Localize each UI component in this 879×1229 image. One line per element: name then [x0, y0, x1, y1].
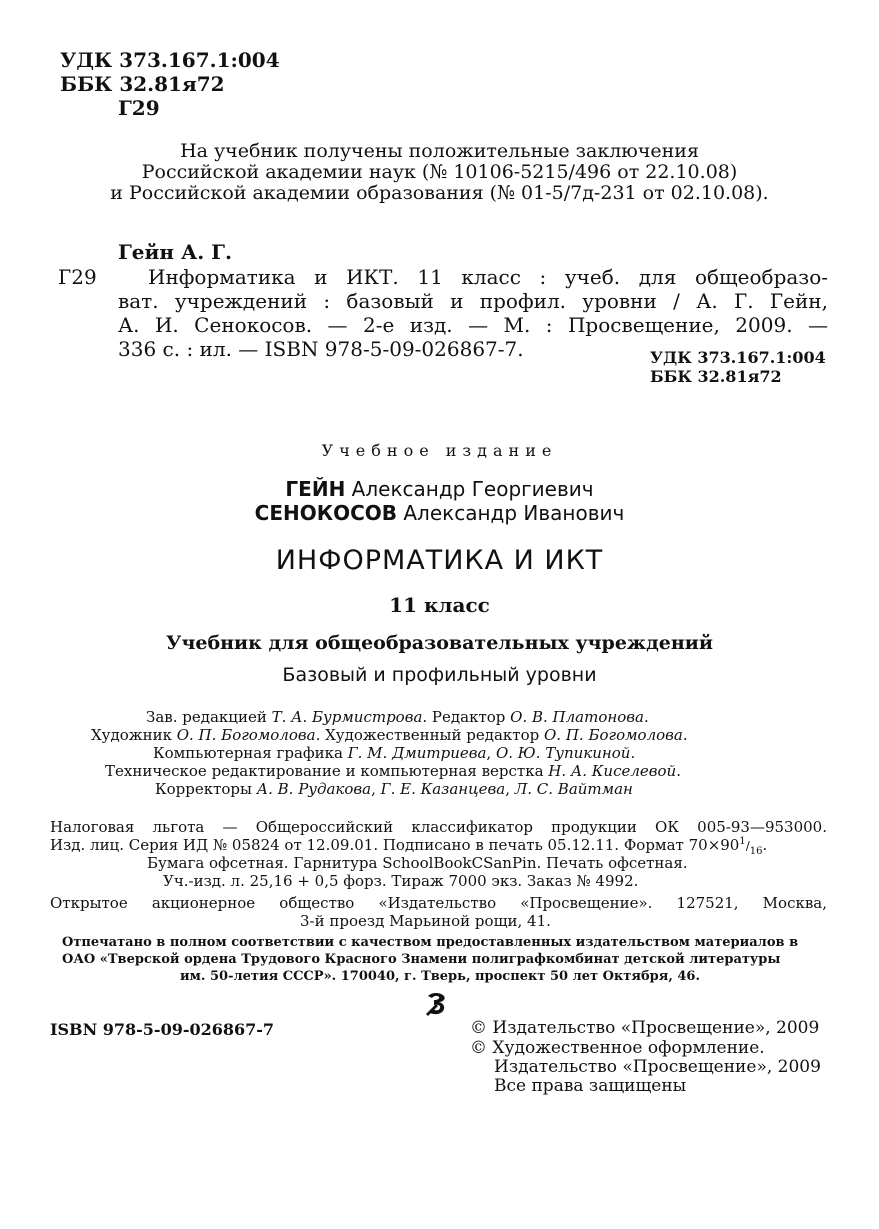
- staff-punct: .: [643, 708, 649, 726]
- staff-person: Н. А. Киселевой: [548, 762, 677, 780]
- copyright-line-4: Все права защищены: [494, 1076, 687, 1096]
- author-mark: Г29: [118, 96, 160, 120]
- catalog-mark: Г29: [58, 265, 97, 289]
- staff-line-2: [91, 726, 688, 744]
- tech-line-4: Уч.-изд. л. 25,16 + 0,5 форз. Тираж 7000 экз. Заказ № 4992.: [163, 872, 639, 890]
- bbk-code: ББК 32.81я72: [60, 72, 225, 96]
- staff-role: ,: [486, 744, 496, 762]
- catalog-author-heading: Гейн А. Г.: [118, 240, 232, 264]
- format-punct: .: [762, 836, 768, 854]
- catalog-line-4: 336 с. : ил. — ISBN 978-5-09-026867-7.: [118, 337, 524, 361]
- staff-role: . Редактор: [422, 708, 511, 726]
- staff-person: О. Ю. Тупикиной: [495, 744, 631, 762]
- author-1-name: Александр Георгиевич: [351, 477, 594, 501]
- author-1: [0, 477, 879, 501]
- tech-line-3: Бумага офсетная. Гарнитура SchoolBookCSanPin. Печать офсетная.: [147, 854, 688, 872]
- copyright-line-1: © Издательство «Просвещение», 2009: [470, 1018, 820, 1038]
- staff-person: А. В. Рудакова: [256, 780, 372, 798]
- staff-person: Г. Е. Казанцева: [380, 780, 506, 798]
- edition-type: Учебное издание: [321, 441, 558, 460]
- staff-punct: ,: [505, 780, 515, 798]
- staff-role: . Художественный редактор: [315, 726, 544, 744]
- staff-line-4: [105, 762, 681, 780]
- copyright-line-3: Издательство «Просвещение», 2009: [494, 1057, 821, 1077]
- catalog-line-2: ват. учреждений : базовый и профил. уровни / А. Г. Гейн,: [118, 289, 828, 313]
- staff-person: Л. С. Вайтман: [514, 780, 633, 798]
- copyright-line-2: © Художественное оформление.: [470, 1038, 765, 1058]
- staff-punct: .: [676, 762, 681, 780]
- isbn: ISBN 978-5-09-026867-7: [50, 1020, 275, 1039]
- staff-person: Г. М. Дмитриева: [347, 744, 487, 762]
- printer-line-3: им. 50-летия СССР». 170040, г. Тверь, проспект 50 лет Октября, 46.: [180, 969, 700, 984]
- author-2: [0, 501, 879, 525]
- udk-code: УДК 373.167.1:004: [60, 48, 280, 72]
- printer-line-1: Отпечатано в полном соответствии с качеством предоставленных издательством материалов в: [62, 935, 799, 950]
- grade: 11 класс: [389, 593, 490, 617]
- publisher-line-2: 3-й проезд Марьиной рощи, 41.: [300, 912, 551, 930]
- tech-line-1: Налоговая льгота — Общероссийский классификатор продукции ОК 005-93—953000.: [50, 818, 827, 836]
- catalog-line-1: Информатика и ИКТ. 11 класс : учеб. для общеобразо-: [148, 265, 828, 289]
- staff-punct: .: [630, 744, 636, 762]
- staff-punct: .: [682, 726, 688, 744]
- staff-role: Зав. редакцией: [146, 708, 272, 726]
- staff-role: Корректоры: [155, 780, 257, 798]
- staff-line-3: [153, 744, 635, 762]
- catalog-bbk: ББК 32.81я72: [650, 367, 782, 386]
- staff-person: О. П. Богомолова: [176, 726, 316, 744]
- format-denominator: 16: [749, 846, 763, 857]
- levels: Базовый и профильный уровни: [282, 664, 597, 686]
- subtitle: Учебник для общеобразовательных учреждений: [166, 632, 713, 654]
- publisher-line-1: Открытое акционерное общество «Издательство «Просвещение». 127521, Москва,: [50, 894, 827, 912]
- staff-person: О. В. Платонова: [510, 708, 644, 726]
- staff-person: Т. А. Бурмистрова: [271, 708, 423, 726]
- approval-line-2: Российской академии наук (№ 10106-5215/496 от 22.10.08): [141, 161, 738, 183]
- staff-role: Компьютерная графика: [153, 744, 348, 762]
- approval-line-1: На учебник получены положительные заключения: [180, 140, 699, 162]
- staff-person: О. П. Богомолова: [544, 726, 683, 744]
- staff-punct: ,: [371, 780, 381, 798]
- license-text: Изд. лиц. Серия ИД № 05824 от 12.09.01. Подписано в печать 05.12.11. Формат 70×90: [50, 836, 740, 854]
- staff-line-1: [146, 708, 649, 726]
- catalog-line-3: А. И. Сенокосов. — 2-е изд. — М. : Просвещение, 2009. —: [118, 313, 828, 337]
- catalog-udk: УДК 373.167.1:004: [650, 348, 826, 367]
- approval-line-3: и Российской академии образования (№ 01-5/7д-231 от 02.10.08).: [110, 182, 769, 204]
- staff-role: Художник: [91, 726, 177, 744]
- staff-line-5: [155, 780, 633, 798]
- publisher-logo-icon: [424, 990, 450, 1018]
- book-title: ИНФОРМАТИКА И ИКТ: [275, 545, 604, 576]
- author-2-surname: СЕНОКОСОВ: [254, 501, 397, 525]
- staff-role: Техническое редактирование и компьютерная верстка: [105, 762, 549, 780]
- author-2-name: Александр Иванович: [403, 501, 625, 525]
- format-numerator: 1: [739, 836, 746, 847]
- author-1-surname: ГЕЙН: [285, 477, 346, 501]
- tech-line-2: Изд. лиц. Серия ИД № 05824 от 12.09.01. Подписано в печать 05.12.11. Формат $70\times 90^1/_{16}$.: [50, 836, 768, 857]
- printer-line-2: ОАО «Тверской ордена Трудового Красного Знамени полиграфкомбинат детской литературы: [62, 952, 781, 967]
